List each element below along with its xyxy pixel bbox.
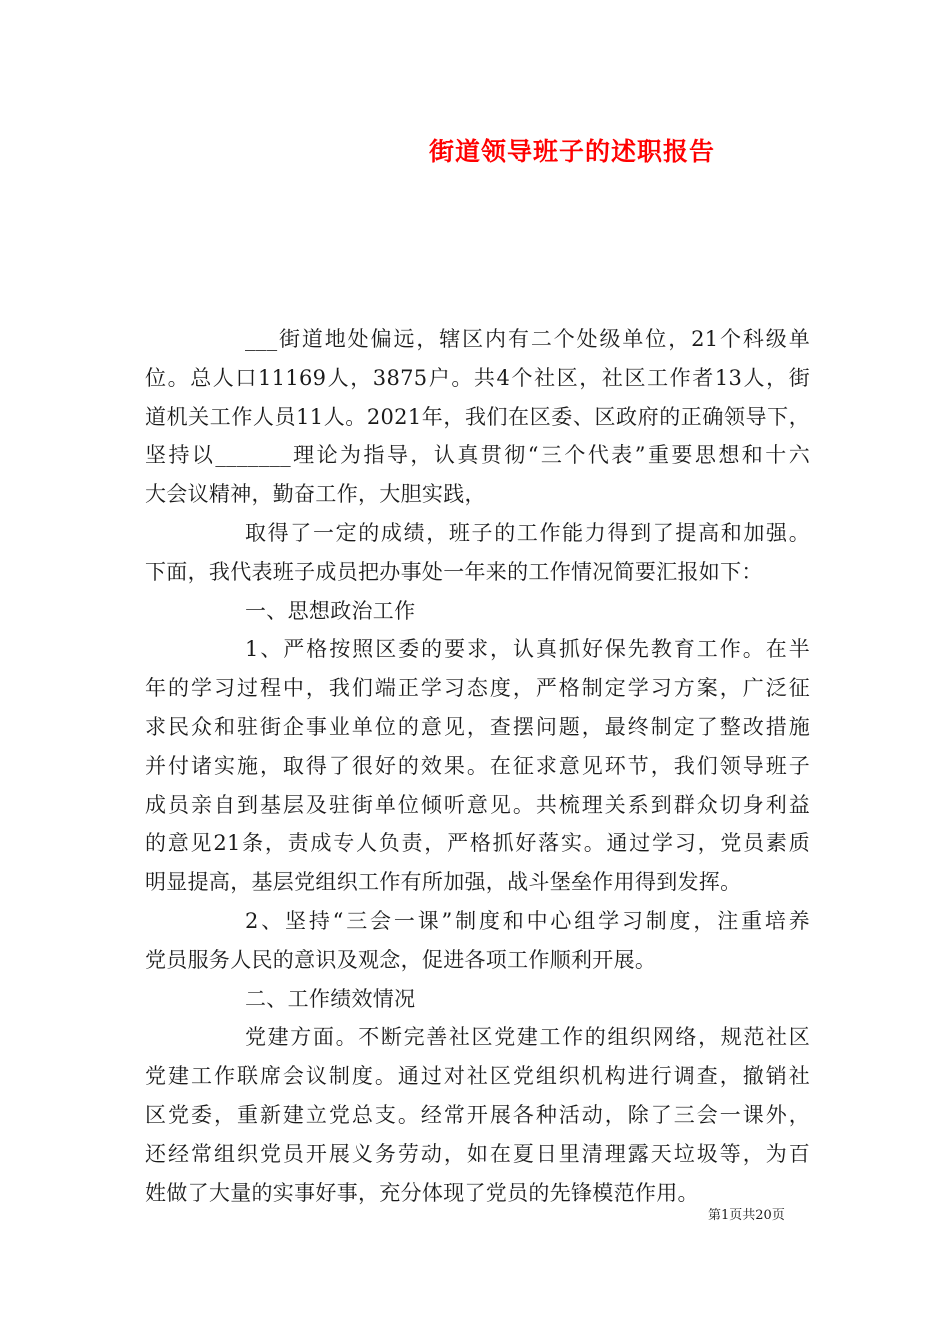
paragraph-line: 年的学习过程中，我们端正学习态度，严格制定学习方案，广泛征 <box>145 676 810 701</box>
paragraph-line: 1、严格按照区委的要求，认真抓好保先教育工作。在半 <box>245 637 810 662</box>
section-heading: 一、思想政治工作 <box>245 598 416 623</box>
paragraph-line: 还经常组织党员开展义务劳动，如在夏日里清理露天垃圾等，为百 <box>145 1141 810 1166</box>
paragraph-line: 下面，我代表班子成员把办事处一年来的工作情况简要汇报如下： <box>145 559 763 584</box>
paragraph-line: 大会议精神，勤奋工作，大胆实践， <box>145 482 486 507</box>
page-number: 第1页共20页 <box>708 1208 785 1223</box>
paragraph-line: 的意见21条，责成专人负责，严格抓好落实。通过学习，党员素质 <box>145 831 810 856</box>
paragraph-line: 明显提高，基层党组织工作有所加强，战斗堡垒作用得到发挥。 <box>145 870 742 895</box>
paragraph-line: 党建工作联席会议制度。通过对社区党组织机构进行调查，撤销社 <box>145 1064 810 1089</box>
paragraph-line: 党员服务人民的意识及观念，促进各项工作顺利开展。 <box>145 947 657 972</box>
paragraph-line: 姓做了大量的实事好事，充分体现了党员的先锋模范作用。 <box>145 1180 699 1205</box>
paragraph-line: 区党委，重新建立党总支。经常开展各种活动，除了三会一课外， <box>145 1102 810 1127</box>
title-area <box>0 0 950 200</box>
paragraph-line: 并付诸实施，取得了很好的效果。在征求意见环节，我们领导班子 <box>145 753 810 778</box>
paragraph-line: 取得了一定的成绩，班子的工作能力得到了提高和加强。 <box>245 520 810 545</box>
paragraph-line: 成员亲自到基层及驻街单位倾听意见。共梳理关系到群众切身利益 <box>145 792 810 817</box>
paragraph-line: 位。总人口11169人，3875户。共4个社区，社区工作者13人，街 <box>145 365 810 390</box>
paragraph-line: 求民众和驻街企事业单位的意见，查摆问题，最终制定了整改措施 <box>145 714 810 739</box>
paragraph-line: 坚持以_______理论为指导，认真贯彻“三个代表”重要思想和十六 <box>145 443 810 468</box>
paragraph-line: 2、坚持“三会一课”制度和中心组学习制度，注重培养 <box>245 908 810 933</box>
paragraph-line: 党建方面。不断完善社区党建工作的组织网络，规范社区 <box>245 1025 810 1050</box>
paragraph-line: ___街道地处偏远，辖区内有二个处级单位，21个科级单 <box>245 327 810 351</box>
section-heading: 二、工作绩效情况 <box>245 986 416 1011</box>
document-body <box>145 320 810 1212</box>
document-title: 街道领导班子的述职报告 <box>429 137 716 166</box>
paragraph-line: 道机关工作人员11人。2021年，我们在区委、区政府的正确领导下， <box>145 404 810 429</box>
